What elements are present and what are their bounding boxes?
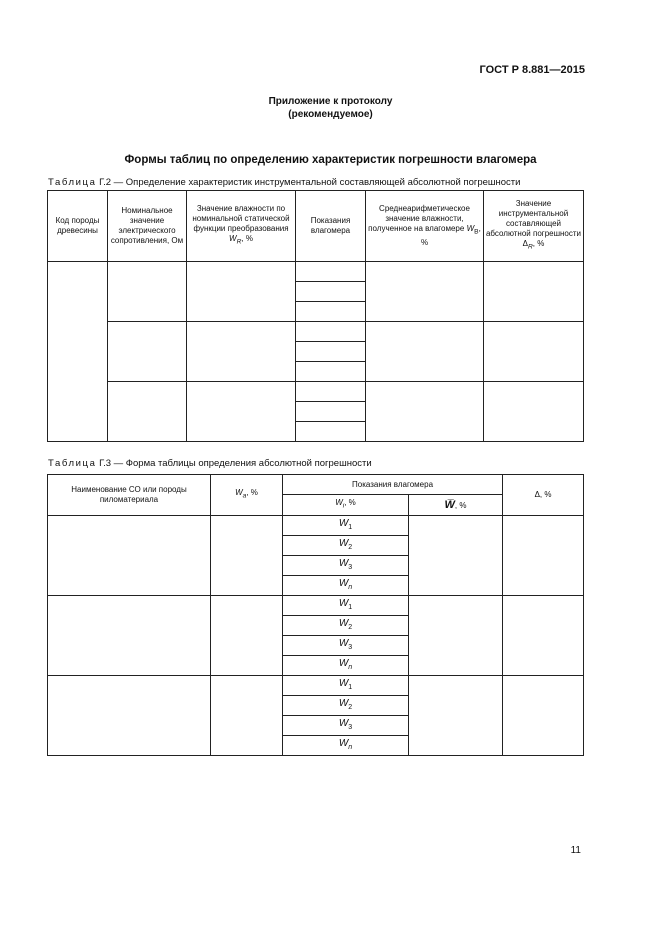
t2-cell — [108, 382, 187, 442]
t2-header-species-code: Код породы древесины — [48, 191, 108, 262]
t3-sym: W — [338, 597, 349, 609]
table2-caption-prefix: Таблица — [48, 177, 97, 188]
t3-sym: W — [338, 677, 349, 689]
t3-cell — [48, 596, 211, 676]
t3-sym-w: W — [235, 488, 243, 498]
t3-sub: 3 — [348, 563, 353, 571]
t3-row-label — [283, 736, 409, 756]
t3-row-label — [283, 556, 409, 576]
t3-sym: W — [338, 737, 349, 749]
t3-row-label — [283, 696, 409, 716]
t3-sub: n — [348, 583, 353, 591]
t3-sub: 2 — [348, 543, 353, 551]
t3-cell — [409, 596, 503, 676]
t2-cell — [296, 342, 366, 362]
t3-sym: W — [338, 517, 349, 529]
t3-sym: W — [338, 577, 349, 589]
t3-sub-i: i — [342, 502, 345, 510]
t2-unit-delta: , % — [532, 239, 545, 249]
t2-header-meter-readings: Показания влагомера — [296, 191, 366, 262]
t2-header-instrumental-error-text: Значение инструментальной составляющей абсолютной погрешности — [485, 199, 582, 239]
t3-row-label — [283, 616, 409, 636]
t3-sub: 1 — [348, 603, 353, 611]
t2-header-instrumental-error — [484, 191, 584, 262]
t3-row-label — [283, 676, 409, 696]
document-code: ГОСТ Р 8.881—2015 — [479, 64, 585, 76]
t3-sub: 2 — [348, 623, 353, 631]
t3-cell — [503, 516, 584, 596]
t2-sym-delta: Δ — [522, 239, 528, 249]
t3-cell — [211, 676, 283, 756]
t2-header-resistance: Номинальное значение электрического сопротивления, Ом — [108, 191, 187, 262]
t2-cell — [296, 302, 366, 322]
t2-cell — [187, 262, 296, 322]
t3-header-wi — [283, 495, 409, 516]
t3-sub: 1 — [348, 683, 353, 691]
t2-cell — [187, 322, 296, 382]
t3-sym-wi: W — [335, 498, 343, 508]
t2-cell — [48, 262, 108, 442]
t3-header-name: Наименование СО или породы пиломатериала — [48, 475, 211, 516]
t3-row-label — [283, 596, 409, 616]
t3-header-wmean — [409, 495, 503, 516]
t2-cell — [296, 262, 366, 282]
t2-cell — [366, 382, 484, 442]
t3-sym: W — [338, 557, 349, 569]
t2-sub-b: B — [474, 228, 479, 236]
table-g3 — [47, 474, 584, 756]
t3-sym: W — [338, 657, 349, 669]
page-number: 11 — [570, 845, 581, 856]
t3-sub: 1 — [348, 523, 353, 531]
t3-sub: n — [348, 663, 353, 671]
t2-unit-b: , % — [420, 224, 481, 247]
t2-sub-r: R — [236, 238, 242, 246]
t3-cell — [409, 676, 503, 756]
t3-sym: W — [338, 537, 349, 549]
t2-header-moisture-nominal — [187, 191, 296, 262]
t3-sym: W — [338, 717, 349, 729]
t3-header-delta: Δ, % — [503, 475, 584, 516]
t2-cell — [296, 382, 366, 402]
section-title: Формы таблиц по определению характеристик погрешности влагомера — [124, 154, 537, 166]
t3-row-label — [283, 636, 409, 656]
table2-caption — [48, 177, 520, 188]
t3-row-label — [283, 536, 409, 556]
t3-cell — [503, 676, 584, 756]
t2-header-mean-moisture — [366, 191, 484, 262]
t3-row-label — [283, 576, 409, 596]
t3-sub: 3 — [348, 723, 353, 731]
t2-cell — [484, 382, 584, 442]
t2-cell — [484, 322, 584, 382]
t3-header-wa — [211, 475, 283, 516]
t3-unit: , % — [246, 488, 258, 498]
t2-cell — [108, 322, 187, 382]
table3-caption-text: Г.3 — Форма таблицы определения абсолютной погрешности — [96, 458, 372, 469]
table2-caption-text: Г.2 — Определение характеристик инструментальной составляющей абсолютной погрешности — [96, 177, 521, 188]
t2-cell — [366, 322, 484, 382]
t3-cell — [409, 516, 503, 596]
t2-unit: , % — [241, 234, 253, 244]
t3-header-readings: Показания влагомера — [283, 475, 503, 495]
t3-cell — [503, 596, 584, 676]
table-g2 — [47, 190, 584, 442]
t2-header-mean-moisture-text: Среднеарифметическое значение влажности, полученное на влагомере — [368, 204, 470, 234]
t2-cell — [484, 262, 584, 322]
t3-cell — [211, 596, 283, 676]
t2-sub-delta: R — [527, 243, 533, 251]
t2-cell — [296, 282, 366, 302]
t2-sym-w: W — [229, 234, 237, 244]
t3-sym: W — [338, 697, 349, 709]
t3-cell — [211, 516, 283, 596]
t3-unit-mean: , % — [454, 500, 467, 510]
t2-cell — [366, 262, 484, 322]
table3-caption-prefix: Таблица — [48, 458, 97, 469]
t3-cell — [48, 676, 211, 756]
t2-cell — [296, 402, 366, 422]
t3-cell — [48, 516, 211, 596]
t3-sym: W — [338, 637, 349, 649]
t3-sub: 2 — [348, 703, 353, 711]
t3-unit-i: , % — [344, 498, 356, 508]
t2-cell — [187, 382, 296, 442]
t3-row-label — [283, 656, 409, 676]
t3-row-label — [283, 716, 409, 736]
t2-cell — [296, 362, 366, 382]
t3-sub: 3 — [348, 643, 353, 651]
t3-sub: n — [348, 743, 353, 751]
appendix-title: Приложение к протоколу — [268, 96, 393, 107]
t3-row-label — [283, 516, 409, 536]
t2-sym-wb: W — [466, 224, 475, 234]
t2-header-moisture-nominal-text: Значение влажности по номинальной статической функции преобразования — [192, 204, 290, 234]
t2-cell — [108, 262, 187, 322]
t2-cell — [296, 322, 366, 342]
t3-sub-a: a — [242, 492, 247, 500]
appendix-subtitle: (рекомендуемое) — [288, 109, 373, 120]
t3-sym: W — [338, 617, 349, 629]
t3-sym-wmean: W̅ — [444, 498, 455, 511]
table3-caption — [48, 458, 372, 469]
t2-cell — [296, 422, 366, 442]
